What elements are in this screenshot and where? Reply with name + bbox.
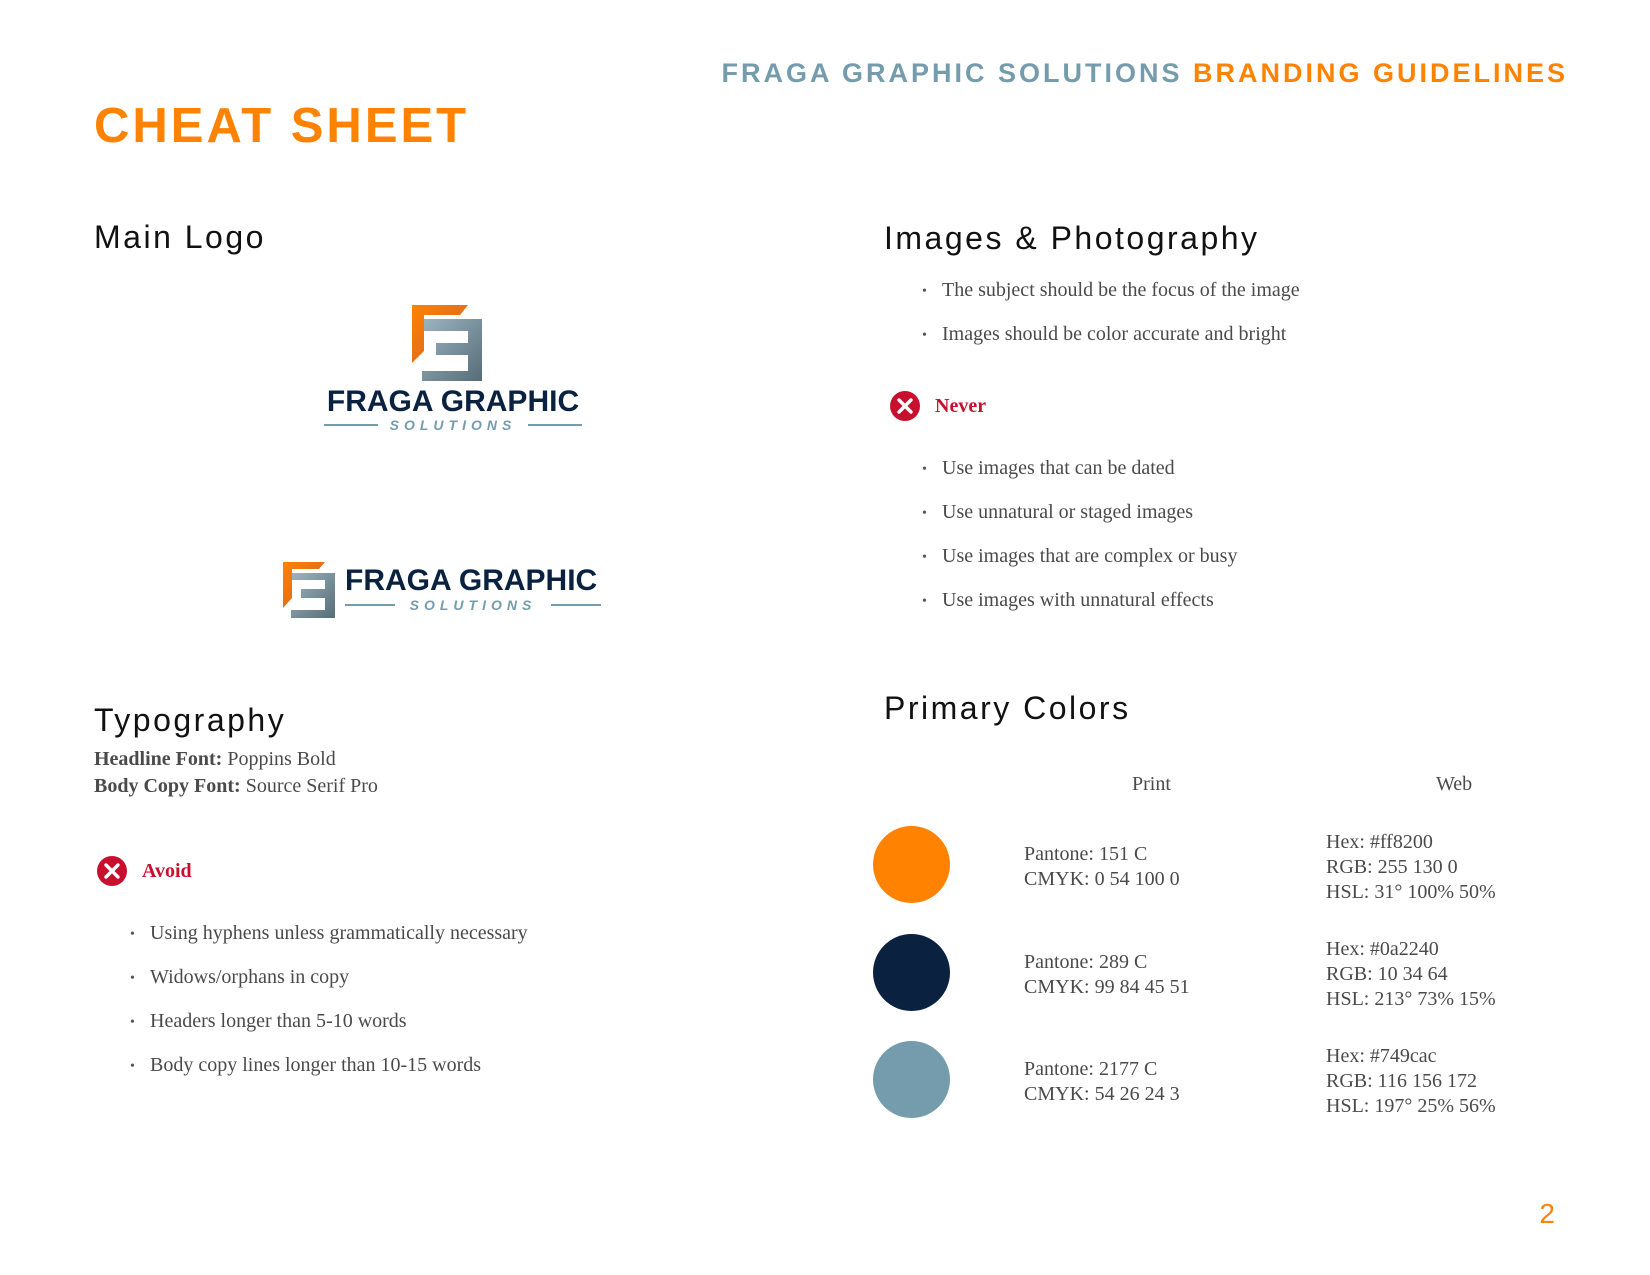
fg-monogram-icon: [412, 305, 482, 381]
images-heading: Images & Photography: [884, 220, 1260, 256]
never-callout: [889, 390, 986, 422]
header-brand: FRAGA GRAPHIC SOLUTIONS: [721, 58, 1183, 88]
list-item: • Headers longer than 5-10 words: [130, 1010, 528, 1033]
headline-font-line: [94, 748, 336, 771]
headline-font-label: Headline Font:: [94, 748, 223, 770]
avoid-list: [130, 922, 528, 1077]
header-section: BRANDING GUIDELINES: [1192, 58, 1568, 88]
web-values-slate: [1326, 1044, 1496, 1119]
document-header: [721, 58, 1568, 89]
print-values-orange: [1024, 842, 1180, 892]
list-item: • The subject should be the focus of the image: [922, 279, 1300, 302]
primary-colors-heading: Primary Colors: [884, 690, 1131, 726]
main-logo-heading: Main Logo: [94, 219, 266, 255]
body-font-value: Source Serif Pro: [245, 775, 378, 797]
cmyk-value: CMYK: 99 84 45 51: [1024, 976, 1190, 998]
logo-tagline: SOLUTIONS: [389, 417, 517, 433]
avoid-label: Avoid: [142, 859, 192, 882]
hex-value: Hex: #749cac: [1326, 1045, 1437, 1067]
error-x-icon: [889, 390, 921, 422]
hsl-value: HSL: 213° 73% 15%: [1326, 988, 1496, 1010]
body-font-label: Body Copy Font:: [94, 775, 241, 797]
rgb-value: RGB: 116 156 172: [1326, 1070, 1477, 1092]
hex-value: Hex: #ff8200: [1326, 831, 1433, 853]
list-item: • Use images that can be dated: [922, 457, 1237, 480]
main-logo-stacked: [318, 305, 588, 435]
rgb-value: RGB: 10 34 64: [1326, 963, 1448, 985]
list-item: • Body copy lines longer than 10-15 words: [130, 1054, 528, 1077]
fg-monogram-icon: [283, 562, 335, 618]
page-title: CHEAT SHEET: [94, 99, 470, 153]
logo-wordmark: FRAGA GRAPHIC: [326, 385, 580, 418]
web-values-orange: [1326, 830, 1496, 905]
never-label: Never: [935, 394, 987, 417]
list-item: • Images should be color accurate and bright: [922, 323, 1300, 346]
cmyk-value: CMYK: 54 26 24 3: [1024, 1083, 1180, 1105]
headline-font-value: Poppins Bold: [227, 748, 336, 770]
main-logo-horizontal: [283, 562, 623, 618]
list-item: • Use unnatural or staged images: [922, 501, 1237, 524]
rgb-value: RGB: 255 130 0: [1326, 856, 1458, 878]
pantone-value: Pantone: 289 C: [1024, 951, 1148, 973]
typography-heading: Typography: [94, 702, 287, 738]
web-values-navy: [1326, 937, 1496, 1012]
print-values-navy: [1024, 950, 1190, 1000]
print-values-slate: [1024, 1057, 1180, 1107]
pantone-value: Pantone: 2177 C: [1024, 1058, 1158, 1080]
list-item: • Use images with unnatural effects: [922, 589, 1237, 612]
avoid-callout: [96, 855, 192, 887]
cmyk-value: CMYK: 0 54 100 0: [1024, 868, 1180, 890]
list-item: • Using hyphens unless grammatically necessary: [130, 922, 528, 945]
pantone-value: Pantone: 151 C: [1024, 843, 1148, 865]
web-column-header: Web: [1436, 773, 1473, 795]
list-item: • Use images that are complex or busy: [922, 545, 1237, 568]
images-do-list: [922, 279, 1300, 346]
logo-tagline: SOLUTIONS: [409, 597, 537, 613]
hex-value: Hex: #0a2240: [1326, 938, 1439, 960]
error-x-icon: [96, 855, 128, 887]
color-swatch-navy: [873, 934, 950, 1011]
color-swatch-slate: [873, 1041, 950, 1118]
color-swatch-orange: [873, 826, 950, 903]
body-font-line: [94, 775, 378, 798]
print-column-header: Print: [1132, 773, 1171, 795]
hsl-value: HSL: 197° 25% 56%: [1326, 1095, 1496, 1117]
page-number: 2: [1539, 1198, 1555, 1229]
hsl-value: HSL: 31° 100% 50%: [1326, 881, 1496, 903]
list-item: • Widows/orphans in copy: [130, 966, 528, 989]
logo-wordmark: FRAGA GRAPHIC: [345, 564, 598, 597]
images-never-list: [922, 457, 1237, 612]
